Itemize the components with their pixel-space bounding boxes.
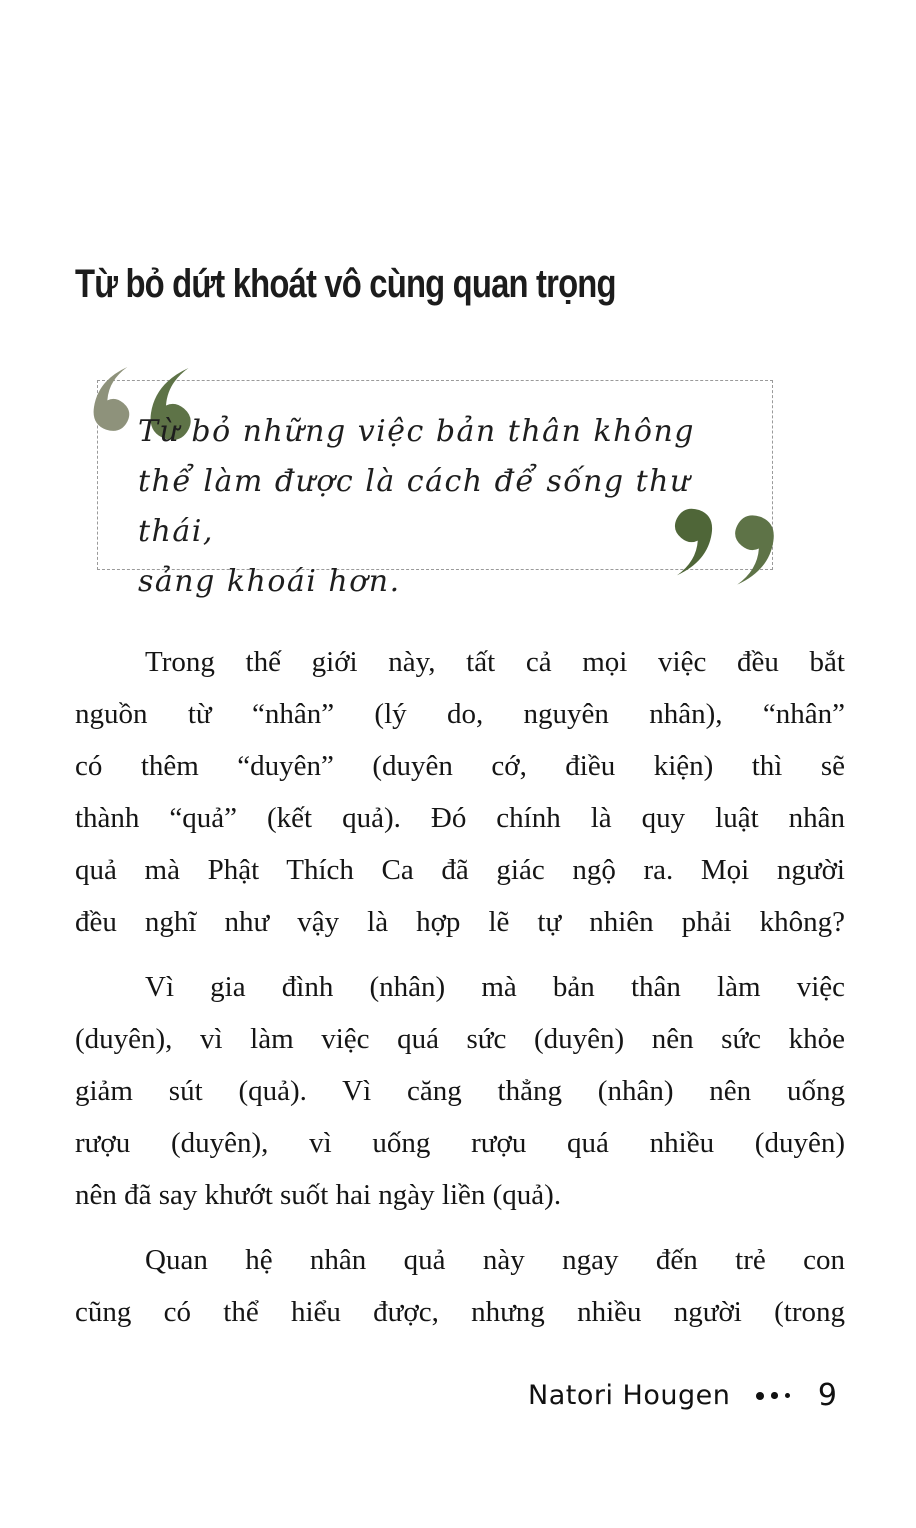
text-line: (duyên), vì làm việc quá sức (duyên) nên sức khỏe — [75, 1023, 845, 1055]
text-line: Vì gia đình (nhân) mà bản thân làm việc — [145, 971, 845, 1003]
author-name: Natori Hougen — [528, 1380, 731, 1411]
text-line: rượu (duyên), vì uống rượu quá nhiều (duyên) — [75, 1127, 845, 1159]
quote-text — [138, 407, 756, 607]
dots-separator-icon — [756, 1392, 790, 1400]
dot-icon — [785, 1393, 790, 1398]
text-line: nên đã say khướt suốt hai ngày liền (quả). — [75, 1179, 562, 1211]
comma-shape-icon — [670, 493, 720, 591]
comma-shape-icon — [86, 351, 134, 447]
text-line: giảm sút (quả). Vì căng thẳng (nhân) nên uống — [75, 1075, 845, 1107]
text-line: Quan hệ nhân quả này ngay đến trẻ con — [145, 1244, 845, 1276]
text-line: đều nghĩ như vậy là hợp lẽ tự nhiên phải không? — [75, 906, 845, 938]
text-line: cũng có thể hiểu được, nhưng nhiều người (trong — [75, 1296, 845, 1328]
text-line: có thêm “duyên” (duyên cớ, điều kiện) thì sẽ — [75, 750, 845, 782]
page-number: 9 — [817, 1378, 837, 1413]
quote-line: sảng khoái hơn. — [138, 564, 401, 599]
paragraph — [75, 636, 845, 948]
page-footer — [528, 1378, 837, 1413]
paragraph — [75, 1234, 845, 1338]
comma-shape-icon — [730, 499, 782, 601]
dot-icon — [756, 1392, 764, 1400]
quote-close-icon — [670, 493, 782, 601]
paragraph — [75, 961, 845, 1221]
text-line: nguồn từ “nhân” (lý do, nguyên nhân), “nhân” — [75, 698, 845, 730]
dot-icon — [771, 1392, 778, 1399]
text-line: quả mà Phật Thích Ca đã giác ngộ ra. Mọi người — [75, 854, 845, 886]
text-line: thành “quả” (kết quả). Đó chính là quy luật nhân — [75, 802, 845, 834]
quote-box — [97, 380, 773, 599]
page-title: Từ bỏ dứt khoát vô cùng quan trọng — [75, 262, 616, 306]
quote-line: thể làm được là cách để sống thư thái, — [138, 464, 691, 549]
quote-line: Từ bỏ những việc bản thân không — [138, 414, 695, 449]
body-text — [75, 636, 845, 1351]
text-line: Trong thế giới này, tất cả mọi việc đều bắt — [145, 646, 845, 678]
